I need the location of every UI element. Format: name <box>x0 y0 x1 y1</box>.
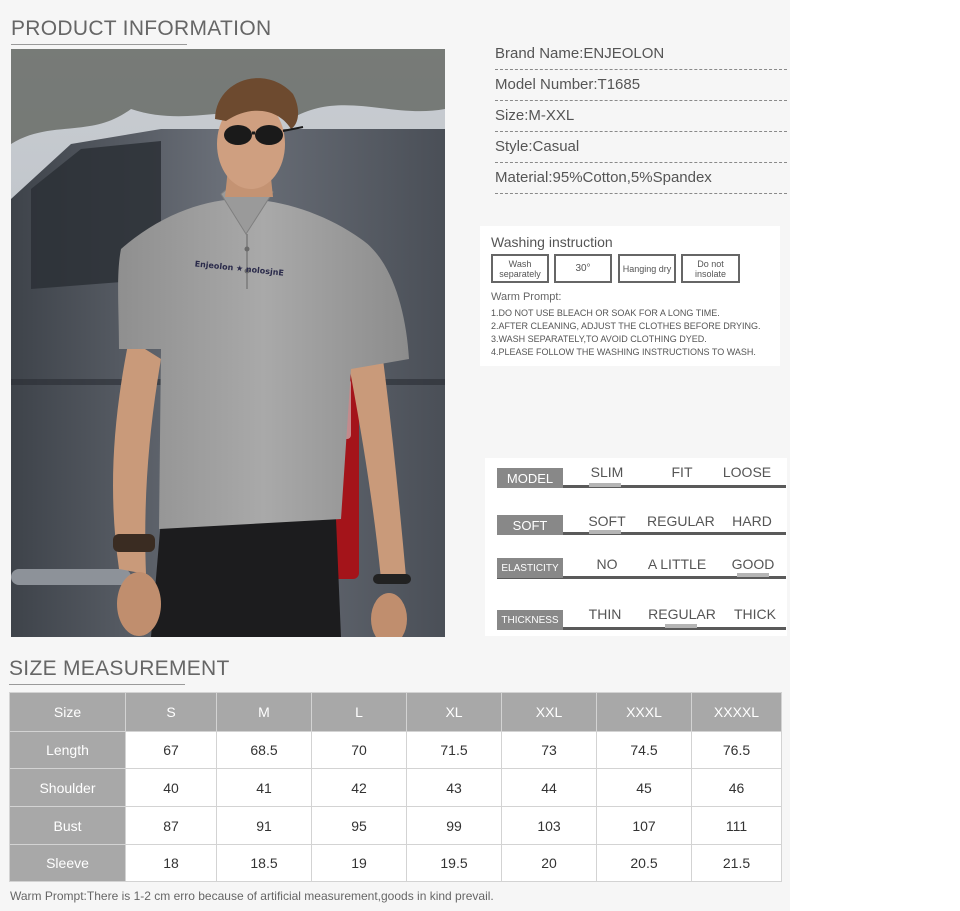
spec-value: T1685 <box>597 76 641 93</box>
table-cell: 19 <box>312 845 407 882</box>
attr-option: FIT <box>671 464 693 480</box>
size-header-cell: XXL <box>502 693 597 732</box>
attr-option: GOOD <box>731 556 775 572</box>
attr-option: SLIM <box>590 464 624 480</box>
attr-option: REGULAR <box>647 513 715 529</box>
table-cell: 45 <box>597 769 692 807</box>
attr-option: THICK <box>734 606 776 622</box>
table-row <box>10 732 782 769</box>
row-header-cell: Shoulder <box>10 769 126 807</box>
table-cell: 99 <box>407 807 502 845</box>
attr-option: NO <box>596 556 618 572</box>
table-cell: 19.5 <box>407 845 502 882</box>
wash-separately-icon <box>491 254 549 283</box>
size-header-cell: XXXXL <box>692 693 782 732</box>
table-cell: 44 <box>502 769 597 807</box>
size-header-cell: XL <box>407 693 502 732</box>
table-cell: 111 <box>692 807 782 845</box>
table-cell: 18.5 <box>217 845 312 882</box>
table-cell: 42 <box>312 769 407 807</box>
spec-label: Size <box>495 107 525 124</box>
table-cell: 91 <box>217 807 312 845</box>
attr-selected-marker <box>737 573 769 577</box>
table-cell: 43 <box>407 769 502 807</box>
shirt-logo-text: Enjeolon ★ nolosjnE <box>194 259 285 278</box>
attr-option: THIN <box>588 606 622 622</box>
size-header-cell: XXXL <box>597 693 692 732</box>
spec-style: Style:Casual <box>495 137 787 163</box>
size-header-cell: Size <box>10 693 126 732</box>
spec-value: M-XXL <box>528 107 575 124</box>
washing-title: Washing instruction <box>491 234 613 250</box>
table-cell: 95 <box>312 807 407 845</box>
spec-brand-name: Brand Name:ENJEOLON <box>495 44 787 70</box>
table-cell: 71.5 <box>407 732 502 769</box>
product-photo-illustration <box>11 49 445 637</box>
spec-size: Size:M-XXL <box>495 106 787 132</box>
table-cell: 20.5 <box>597 845 692 882</box>
size-measurement-title: SIZE MEASUREMENT <box>9 657 230 680</box>
row-header-cell: Length <box>10 732 126 769</box>
table-cell: 40 <box>126 769 217 807</box>
warm-prompt-line: 4.PLEASE FOLLOW THE WASHING INSTRUCTIONS TO WASH. <box>491 347 756 357</box>
table-cell: 41 <box>217 769 312 807</box>
size-header-cell: S <box>126 693 217 732</box>
spec-value: ENJEOLON <box>583 45 665 62</box>
attr-option: LOOSE <box>722 464 772 480</box>
table-cell: 67 <box>126 732 217 769</box>
attr-selected-marker <box>589 530 621 534</box>
attr-option: REGULAR <box>648 606 716 622</box>
spec-label: Style <box>495 138 529 155</box>
table-row <box>10 845 782 882</box>
spec-value: 95%Cotton,5%Spandex <box>552 169 712 186</box>
warm-prompt-line: 1.DO NOT USE BLEACH OR SOAK FOR A LONG TIME. <box>491 308 720 318</box>
warm-prompt-line: 2.AFTER CLEANING, ADJUST THE CLOTHES BEFORE DRYING. <box>491 321 761 331</box>
attr-selected-marker <box>665 624 697 628</box>
table-cell: 21.5 <box>692 845 782 882</box>
attr-option: SOFT <box>588 513 626 529</box>
product-info-title: PRODUCT INFORMATION <box>11 17 272 40</box>
product-info-title-underline <box>11 44 187 45</box>
table-cell: 103 <box>502 807 597 845</box>
attr-label: ELASTICITY <box>497 558 563 578</box>
attr-label: THICKNESS <box>497 610 563 630</box>
attr-row-model <box>497 462 786 488</box>
washing-instruction-box <box>480 226 780 366</box>
do-not-insolate-icon <box>681 254 740 283</box>
wash-30-degree-icon <box>554 254 612 283</box>
table-cell: 87 <box>126 807 217 845</box>
wash-icon-label: Hanging dry <box>622 263 672 274</box>
table-cell: 18 <box>126 845 217 882</box>
attr-row-thickness <box>497 604 786 630</box>
row-header-cell: Sleeve <box>10 845 126 882</box>
attr-selected-marker <box>589 483 621 487</box>
row-header-cell: Bust <box>10 807 126 845</box>
size-measurement-title-underline <box>9 684 185 685</box>
attr-label: MODEL <box>497 468 563 488</box>
hanging-dry-icon <box>618 254 676 283</box>
spec-value: Casual <box>532 138 580 155</box>
table-row <box>10 807 782 845</box>
table-row <box>10 769 782 807</box>
attr-row-soft <box>497 509 786 535</box>
table-cell: 76.5 <box>692 732 782 769</box>
table-cell: 68.5 <box>217 732 312 769</box>
spec-model-number: Model Number:T1685 <box>495 75 787 101</box>
wash-icon-label: Wash separately <box>499 258 541 279</box>
attr-row-elasticity <box>497 553 786 579</box>
product-photo <box>11 49 445 637</box>
table-cell: 46 <box>692 769 782 807</box>
attr-label: SOFT <box>497 515 563 535</box>
spec-label: Brand Name <box>495 45 580 62</box>
spec-label: Material <box>495 169 549 186</box>
attr-option: A LITTLE <box>647 556 707 572</box>
table-cell: 107 <box>597 807 692 845</box>
table-cell: 20 <box>502 845 597 882</box>
spec-material: Material:95%Cotton,5%Spandex <box>495 168 787 194</box>
attr-option: HARD <box>732 513 772 529</box>
size-header-cell: L <box>312 693 407 732</box>
wash-icon-label: 30° <box>575 262 591 274</box>
table-cell: 73 <box>502 732 597 769</box>
table-cell: 74.5 <box>597 732 692 769</box>
table-cell: 70 <box>312 732 407 769</box>
warm-prompt-title: Warm Prompt: <box>491 291 562 303</box>
size-header-cell: M <box>217 693 312 732</box>
size-table <box>9 692 782 882</box>
wash-icon-label: Do not insolate <box>694 258 727 279</box>
warm-prompt-line: 3.WASH SEPARATELY,TO AVOID CLOTHING DYED. <box>491 334 707 344</box>
spec-label: Model Number <box>495 76 594 93</box>
size-warm-prompt-note: Warm Prompt:There is 1-2 cm erro because of artificial measurement,goods in kind prevail. <box>10 889 494 903</box>
size-table-header-row <box>10 693 782 732</box>
